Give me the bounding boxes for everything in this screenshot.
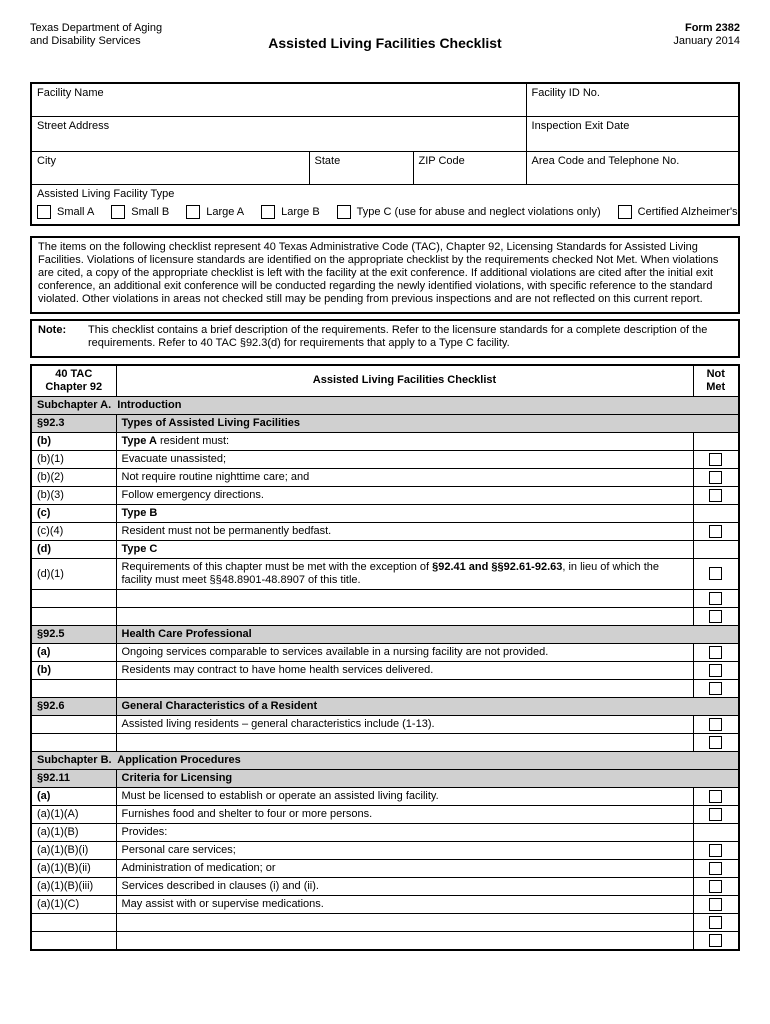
not-met-cell: [693, 559, 739, 590]
not-met-checkbox[interactable]: [709, 471, 722, 484]
not-met-checkbox[interactable]: [709, 489, 722, 502]
row-ref-cell: (a)(1)(A): [31, 806, 116, 824]
facility-type-checkbox[interactable]: [37, 205, 51, 219]
column-header-desc: Assisted Living Facilities Checklist: [116, 365, 693, 397]
row-desc-cell: [116, 716, 693, 734]
row-desc-cell: [116, 680, 693, 698]
section-title: Criteria for Licensing: [116, 770, 739, 788]
facility-type-option-label: Certified Alzheimer's: [637, 205, 738, 218]
section-title: Types of Assisted Living Facilities: [116, 415, 739, 433]
row-desc-text: Not require routine nighttime care; and: [121, 471, 310, 484]
note-label: Note:: [38, 323, 67, 336]
checklist-row: [31, 541, 739, 559]
row-desc-text: , in lieu of which the facility must meet §§48.8901-48.8907 of this title.: [121, 561, 659, 587]
form-title: Assisted Living Facilities Checklist: [268, 35, 502, 51]
not-met-checkbox[interactable]: [709, 525, 722, 538]
column-header-notmet: [693, 365, 739, 397]
city-label: City: [37, 154, 56, 167]
row-ref-cell: (d)(1): [31, 559, 116, 590]
not-met-cell: [693, 878, 739, 896]
row-desc-cell: [116, 644, 693, 662]
subchapter-header: Subchapter B. Application Procedures: [31, 752, 739, 770]
checklist-row: [31, 433, 739, 451]
checklist-row: [31, 680, 739, 698]
row-desc-text: Type A: [121, 435, 157, 448]
facility-type-checkbox[interactable]: [186, 205, 200, 219]
row-desc-cell: [116, 451, 693, 469]
not-met-cell: [693, 541, 739, 559]
row-ref-cell: [31, 680, 116, 698]
checklist-row: [31, 860, 739, 878]
row-ref-cell: (a)(1)(B)(i): [31, 842, 116, 860]
facility-type-option-label: Large B: [281, 205, 320, 218]
checklist-row: [31, 914, 739, 932]
row-ref-cell: (a): [31, 644, 116, 662]
form-date: January 2014: [673, 35, 740, 47]
inspection-exit-date-label: Inspection Exit Date: [531, 119, 630, 132]
not-met-cell: [693, 914, 739, 932]
row-desc-text: Ongoing services comparable to services available in a nursing facility are not provided.: [121, 646, 549, 659]
not-met-cell: [693, 842, 739, 860]
facility-type-cell: [31, 184, 739, 225]
form-number: Form 2382: [684, 22, 740, 34]
checklist-row: [31, 932, 739, 950]
row-ref-cell: (b): [31, 433, 116, 451]
row-desc-text: resident must:: [156, 435, 230, 448]
checklist-body: [31, 397, 739, 950]
facility-type-checkbox[interactable]: [618, 205, 632, 219]
inspection-exit-date-field[interactable]: [526, 116, 739, 151]
state-field[interactable]: [309, 151, 413, 184]
row-ref-cell: (a)(1)(B)(ii): [31, 860, 116, 878]
facility-type-option: [111, 205, 169, 219]
facility-type-option: [337, 205, 601, 219]
facility-info-table: [30, 82, 740, 226]
not-met-cell: [693, 662, 739, 680]
row-ref-cell: (a)(1)(C): [31, 896, 116, 914]
row-desc-cell: [116, 896, 693, 914]
row-ref-cell: (b): [31, 662, 116, 680]
checklist-row: [31, 662, 739, 680]
row-desc-text: Type B: [121, 507, 158, 520]
intro-paragraph: The items on the following checklist represent 40 Texas Administrative Code (TAC), Chapter 92, Licensing Standards for Assisted Living Facilities. Violations of licensure standards are identified on the appropriate checklist by the requirements checked Not Met. When violations are cited, a copy of the appropriate checklist is left with the facility at the exit conference. If additional violations are cited after the initial exit conference, an additional exit conference will be conducted regarding the newly identified violations, with specific reference to the standard violated. Other violations in areas not checked still may be pending from previous inspections and are not reflected on this current report.: [30, 236, 740, 314]
row-desc-cell: [116, 559, 693, 590]
row-desc-text: Personal care services;: [121, 844, 236, 857]
not-met-checkbox[interactable]: [709, 862, 722, 875]
not-met-cell: [693, 716, 739, 734]
row-ref-cell: (d): [31, 541, 116, 559]
not-met-checkbox[interactable]: [709, 916, 722, 929]
row-ref-cell: [31, 590, 116, 608]
subchapter-header: Subchapter A. Introduction: [31, 397, 739, 415]
not-met-cell: [693, 824, 739, 842]
not-met-cell: [693, 608, 739, 626]
facility-type-option: [261, 205, 320, 219]
not-met-checkbox[interactable]: [709, 664, 722, 677]
phone-field[interactable]: [526, 151, 739, 184]
facility-id-field[interactable]: [526, 83, 739, 116]
row-desc-cell: [116, 608, 693, 626]
row-ref-cell: (c)(4): [31, 523, 116, 541]
checklist-row: [31, 788, 739, 806]
row-desc-text: Residents may contract to have home health services delivered.: [121, 664, 434, 677]
facility-type-option-label: Small A: [57, 205, 95, 218]
not-met-cell: [693, 788, 739, 806]
row-desc-text: Follow emergency directions.: [121, 489, 264, 502]
row-desc-cell: [116, 914, 693, 932]
column-header-ref: [31, 365, 116, 397]
row-ref-cell: [31, 932, 116, 950]
checklist-row: [31, 644, 739, 662]
row-ref-cell: (b)(1): [31, 451, 116, 469]
row-desc-cell: [116, 860, 693, 878]
row-desc-cell: [116, 662, 693, 680]
row-desc-cell: [116, 878, 693, 896]
row-ref-cell: (c): [31, 505, 116, 523]
checklist-table: [30, 364, 740, 951]
agency-line1: Texas Department of Aging: [30, 22, 163, 34]
checklist-row: [31, 505, 739, 523]
row-desc-cell: [116, 505, 693, 523]
checklist-row: [31, 734, 739, 752]
note-box: [30, 319, 740, 358]
page-header: [30, 22, 740, 82]
note-text: This checklist contains a brief description of the requirements. Refer to the licensure standards for a complete description of the requirements. Refer to 40 TAC §92.3(d) for requirements that apply to a Type C facility.: [88, 323, 708, 350]
row-ref-cell: [31, 716, 116, 734]
zip-code-field[interactable]: [413, 151, 526, 184]
checklist-row: [31, 608, 739, 626]
checklist-row: [31, 806, 739, 824]
row-desc-text: Assisted living residents – general characteristics include (1-13).: [121, 718, 435, 731]
not-met-checkbox[interactable]: [709, 736, 722, 749]
row-desc-text: Must be licensed to establish or operate an assisted living facility.: [121, 790, 439, 803]
row-desc-cell: [116, 469, 693, 487]
row-desc-text: Administration of medication; or: [121, 862, 276, 875]
not-met-checkbox[interactable]: [709, 844, 722, 857]
checklist-row: [31, 716, 739, 734]
not-met-checkbox[interactable]: [709, 898, 722, 911]
not-met-checkbox[interactable]: [709, 682, 722, 695]
checklist-row: [31, 824, 739, 842]
checklist-row: [31, 878, 739, 896]
not-met-cell: [693, 806, 739, 824]
not-met-cell: [693, 523, 739, 541]
row-desc-text: Type C: [121, 543, 158, 556]
checklist-row: [31, 752, 739, 770]
section-ref: §92.3: [31, 415, 116, 433]
checklist-row: [31, 559, 739, 590]
city-field[interactable]: [31, 151, 309, 184]
checklist-row: [31, 451, 739, 469]
street-address-label: Street Address: [37, 119, 110, 132]
not-met-checkbox[interactable]: [709, 453, 722, 466]
row-desc-cell: [116, 590, 693, 608]
row-desc-cell: [116, 734, 693, 752]
street-address-field[interactable]: [31, 116, 526, 151]
row-desc-text: Furnishes food and shelter to four or more persons.: [121, 808, 373, 821]
not-met-checkbox[interactable]: [709, 790, 722, 803]
checklist-row: [31, 698, 739, 716]
row-desc-cell: [116, 806, 693, 824]
not-met-checkbox[interactable]: [709, 567, 722, 580]
not-met-cell: [693, 451, 739, 469]
row-desc-text: Resident must not be permanently bedfast.: [121, 525, 332, 538]
not-met-cell: [693, 433, 739, 451]
row-desc-cell: [116, 487, 693, 505]
not-met-cell: [693, 680, 739, 698]
row-desc-text: Evacuate unassisted;: [121, 453, 227, 466]
row-ref-cell: (b)(2): [31, 469, 116, 487]
not-met-cell: [693, 734, 739, 752]
facility-type-option-label: Small B: [131, 205, 170, 218]
not-met-cell: [693, 505, 739, 523]
not-met-checkbox[interactable]: [709, 934, 722, 947]
facility-type-option: [186, 205, 244, 219]
facility-type-option: [618, 205, 738, 219]
row-desc-cell: [116, 523, 693, 541]
notmet-header-line1: Not: [706, 367, 725, 380]
row-desc-text: §92.41 and §§92.61-92.63: [432, 561, 563, 574]
checklist-row: [31, 770, 739, 788]
ref-header-line1: 40 TAC: [55, 367, 93, 380]
facility-id-label: Facility ID No.: [531, 87, 600, 99]
checklist-row: [31, 626, 739, 644]
facility-name-label: Facility Name: [37, 87, 104, 99]
not-met-cell: [693, 860, 739, 878]
not-met-cell: [693, 644, 739, 662]
checklist-row: [31, 590, 739, 608]
row-desc-cell: [116, 842, 693, 860]
not-met-cell: [693, 896, 739, 914]
not-met-checkbox[interactable]: [709, 880, 722, 893]
state-label: State: [314, 154, 341, 167]
row-ref-cell: (b)(3): [31, 487, 116, 505]
zip-code-label: ZIP Code: [418, 154, 465, 167]
section-ref: §92.5: [31, 626, 116, 644]
row-ref-cell: (a): [31, 788, 116, 806]
facility-type-checkbox[interactable]: [111, 205, 125, 219]
facility-type-checkbox[interactable]: [261, 205, 275, 219]
form-meta: [502, 22, 740, 82]
row-desc-text: Requirements of this chapter must be met with the exception of: [121, 561, 433, 574]
section-title: Health Care Professional: [116, 626, 739, 644]
checklist-row: [31, 415, 739, 433]
not-met-cell: [693, 590, 739, 608]
row-ref-cell: (a)(1)(B): [31, 824, 116, 842]
ref-header-line2: Chapter 92: [45, 380, 103, 393]
checklist-row: [31, 469, 739, 487]
row-desc-text: Provides:: [121, 826, 168, 839]
not-met-checkbox[interactable]: [709, 646, 722, 659]
checklist-row: [31, 397, 739, 415]
row-desc-cell: [116, 824, 693, 842]
facility-type-label: Assisted Living Facility Type: [37, 187, 175, 200]
checklist-row: [31, 487, 739, 505]
row-desc-cell: [116, 788, 693, 806]
row-desc-cell: [116, 541, 693, 559]
section-title: General Characteristics of a Resident: [116, 698, 739, 716]
not-met-cell: [693, 469, 739, 487]
section-ref: §92.6: [31, 698, 116, 716]
row-ref-cell: [31, 734, 116, 752]
notmet-header-line2: Met: [706, 380, 726, 393]
row-desc-cell: [116, 433, 693, 451]
phone-label: Area Code and Telephone No.: [531, 154, 680, 167]
facility-type-option: [37, 205, 94, 219]
checklist-row: [31, 896, 739, 914]
not-met-checkbox[interactable]: [709, 610, 722, 623]
facility-type-checkbox[interactable]: [337, 205, 351, 219]
not-met-cell: [693, 487, 739, 505]
agency-name: [30, 22, 268, 82]
facility-type-option-label: Type C (use for abuse and neglect violations only): [356, 205, 601, 218]
row-desc-text: May assist with or supervise medications.: [121, 898, 324, 911]
not-met-checkbox[interactable]: [709, 718, 722, 731]
facility-type-option-label: Large A: [206, 205, 245, 218]
not-met-checkbox[interactable]: [709, 592, 722, 605]
not-met-checkbox[interactable]: [709, 808, 722, 821]
checklist-header-row: [31, 365, 739, 397]
agency-line2: and Disability Services: [30, 35, 141, 47]
row-ref-cell: [31, 608, 116, 626]
checklist-row: [31, 842, 739, 860]
checklist-row: [31, 523, 739, 541]
row-ref-cell: [31, 914, 116, 932]
section-ref: §92.11: [31, 770, 116, 788]
row-desc-text: Services described in clauses (i) and (ii).: [121, 880, 319, 893]
row-ref-cell: (a)(1)(B)(iii): [31, 878, 116, 896]
row-desc-cell: [116, 932, 693, 950]
not-met-cell: [693, 932, 739, 950]
facility-name-field[interactable]: [31, 83, 526, 116]
facility-type-options: [37, 205, 738, 219]
